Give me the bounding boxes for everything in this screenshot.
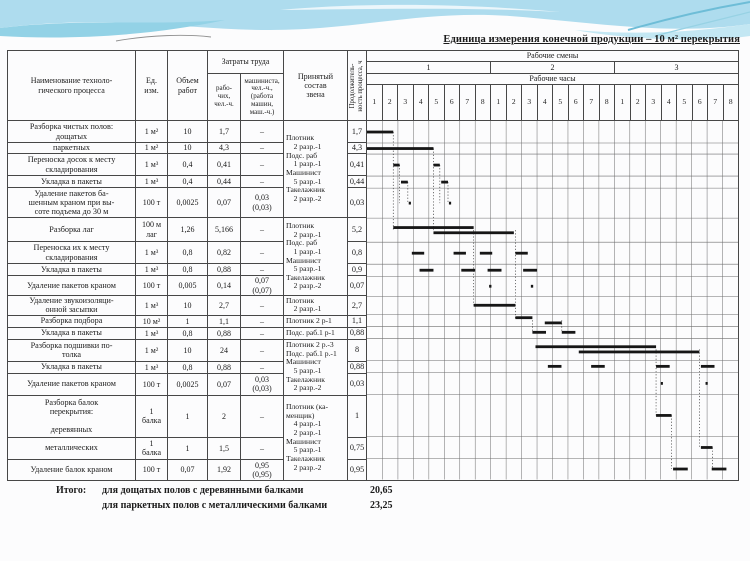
labor-machinist-cell: – [241, 121, 284, 143]
duration-cell: 8 [348, 339, 367, 361]
labor-workers-cell: 0,88 [208, 327, 241, 339]
gantt-bar [409, 202, 411, 205]
duration-cell: 4,3 [348, 143, 367, 154]
process-name: паркетных [8, 143, 136, 154]
crew-cell: Плотник 2 разр.-1 [284, 296, 348, 316]
duration-cell: 0,03 [348, 373, 367, 395]
gantt-bar [393, 164, 399, 167]
volume-cell: 1 [168, 315, 208, 327]
process-name: Удаление балок краном [8, 459, 136, 480]
labor-workers-cell: 4,3 [208, 143, 241, 154]
gantt-bar [701, 365, 715, 368]
unit-cell: 1 м³ [136, 327, 168, 339]
gantt-bar [412, 252, 424, 255]
duration-cell: 0,88 [348, 361, 367, 373]
gantt-bar [656, 365, 670, 368]
table-row [8, 121, 739, 143]
col-header-duration: Продолжитель- ность процесса, ч [348, 51, 367, 121]
work-schedule-table [7, 50, 739, 481]
labor-workers-cell: 24 [208, 339, 241, 361]
hour-header: 4 [537, 85, 553, 121]
col-header-labor: Затраты труда [208, 51, 284, 74]
process-name: Переноска их к месту складирования [8, 242, 136, 264]
hour-header: 3 [522, 85, 538, 121]
gantt-bar [393, 226, 473, 229]
gantt-bar [591, 365, 605, 368]
unit-cell: 10 м² [136, 315, 168, 327]
totals-value-1: 20,65 [370, 485, 393, 496]
labor-workers-cell: 1,92 [208, 459, 241, 480]
hour-header: 6 [444, 85, 460, 121]
process-name: металлических [8, 437, 136, 459]
gantt-bar [548, 365, 562, 368]
gantt-bar [545, 321, 562, 324]
unit-cell: 100 м лаг [136, 218, 168, 242]
gantt-bar [656, 414, 671, 417]
gantt-bar [579, 351, 700, 354]
gantt-bar [454, 252, 466, 255]
gantt-bar [562, 331, 576, 334]
unit-cell: 1 м² [136, 121, 168, 143]
volume-cell: 10 [168, 143, 208, 154]
process-name: Удаление пакетов краном [8, 276, 136, 296]
labor-workers-cell: 0,07 [208, 188, 241, 218]
duration-cell: 1,7 [348, 121, 367, 143]
gantt-bar [420, 269, 434, 272]
col-header-labor-workers: рабо- чих, чел.-ч. [208, 74, 241, 121]
duration-cell: 0,07 [348, 276, 367, 296]
labor-machinist-cell: – [241, 242, 284, 264]
labor-workers-cell: 0,82 [208, 242, 241, 264]
labor-machinist-cell: – [241, 143, 284, 154]
gantt-bar [706, 382, 708, 385]
process-name: Удаление звукоизоляци- онной засыпки [8, 296, 136, 316]
gantt-bar [367, 131, 393, 134]
hour-header: 5 [677, 85, 693, 121]
unit-cell: 1 м³ [136, 154, 168, 176]
volume-cell: 0,8 [168, 242, 208, 264]
gantt-chart [367, 121, 738, 480]
table-header-row [8, 51, 739, 62]
volume-cell: 0,8 [168, 327, 208, 339]
shift-header-1: 1 [367, 62, 491, 74]
hour-header: 6 [568, 85, 584, 121]
gantt-bar [433, 231, 513, 234]
unit-cell: 1 м³ [136, 176, 168, 188]
hour-header: 3 [398, 85, 414, 121]
totals-line-1: для дощатых полов с деревянными балками [102, 485, 304, 496]
volume-cell: 1 [168, 437, 208, 459]
hour-header: 2 [630, 85, 646, 121]
unit-cell: 1 м² [136, 143, 168, 154]
volume-cell: 0,4 [168, 154, 208, 176]
crew-cell: Плотник 2 разр.-1 Подс. раб 1 разр.-1 Машинист 5 разр.-1 Такелажник 2 разр.-2 [284, 218, 348, 296]
volume-cell: 0,8 [168, 264, 208, 276]
process-name: Разборка подбора [8, 315, 136, 327]
col-header-shifts: Рабочие смены [367, 51, 739, 62]
labor-machinist-cell: – [241, 327, 284, 339]
hour-header: 8 [475, 85, 491, 121]
unit-cell: 100 т [136, 276, 168, 296]
process-name: Удаление пакетов краном [8, 373, 136, 395]
col-header-process: Наименование техноло- гического процесса [8, 51, 136, 121]
gantt-bar [535, 345, 656, 348]
gantt-bar [489, 285, 491, 288]
gantt-bar [474, 304, 516, 307]
labor-workers-cell: 1,1 [208, 315, 241, 327]
gantt-bar [701, 446, 713, 449]
unit-cell: 1 м³ [136, 361, 168, 373]
hour-header: 1 [367, 85, 383, 121]
crew-cell: Плотник (ка- менщик) 4 разр.-1 2 разр.-1 Машинист 5 разр.-1 Такелажник 2 разр.-2 [284, 395, 348, 480]
duration-cell: 0,44 [348, 176, 367, 188]
duration-cell: 0,88 [348, 327, 367, 339]
duration-cell: 0,9 [348, 264, 367, 276]
unit-cell: 1 м³ [136, 296, 168, 316]
unit-cell: 100 т [136, 373, 168, 395]
duration-cell: 5,2 [348, 218, 367, 242]
shift-header-3: 3 [615, 62, 739, 74]
gantt-bar [367, 147, 433, 150]
totals-value-2: 23,25 [370, 500, 393, 511]
duration-cell: 0,03 [348, 188, 367, 218]
labor-machinist-cell: – [241, 361, 284, 373]
gantt-bar [480, 252, 492, 255]
gantt-bar [515, 252, 527, 255]
labor-machinist-cell: – [241, 218, 284, 242]
process-name: Разборка балок перекрытия: деревянных [8, 395, 136, 437]
volume-cell: 1 [168, 395, 208, 437]
process-name: Разборка подшивки по- толка [8, 339, 136, 361]
gantt-bar [523, 269, 537, 272]
unit-of-measure-caption: Единица измерения конечной продукции – 10 м² перекрытия [443, 34, 740, 45]
volume-cell: 0,0025 [168, 188, 208, 218]
labor-machinist-cell: 0,95 (0,95) [241, 459, 284, 480]
hour-header: 2 [506, 85, 522, 121]
labor-workers-cell: 0,07 [208, 373, 241, 395]
labor-machinist-cell: 0,07 (0,07) [241, 276, 284, 296]
duration-cell: 0,8 [348, 242, 367, 264]
gantt-bar [673, 468, 688, 471]
process-name: Укладка в пакеты [8, 264, 136, 276]
labor-workers-cell: 2,7 [208, 296, 241, 316]
hour-header: 6 [692, 85, 708, 121]
gantt-area [367, 121, 739, 481]
crew-cell: Плотник 2 р-1 [284, 315, 348, 327]
hour-header: 8 [599, 85, 615, 121]
crew-cell: Плотник 2 разр.-1 Подс. раб 1 разр.-1 Машинист 5 разр.-1 Такелажник 2 разр.-2 [284, 121, 348, 218]
hour-header: 4 [413, 85, 429, 121]
volume-cell: 10 [168, 296, 208, 316]
duration-cell: 1 [348, 395, 367, 437]
gantt-bar [401, 181, 408, 184]
unit-cell: 100 т [136, 459, 168, 480]
volume-cell: 0,07 [168, 459, 208, 480]
labor-workers-cell: 1,7 [208, 121, 241, 143]
unit-cell: 1 м³ [136, 264, 168, 276]
hour-header: 3 [646, 85, 662, 121]
labor-workers-cell: 0,41 [208, 154, 241, 176]
hour-header: 1 [491, 85, 507, 121]
labor-workers-cell: 0,88 [208, 361, 241, 373]
gantt-bar [449, 202, 451, 205]
labor-machinist-cell: – [241, 315, 284, 327]
volume-cell: 0,8 [168, 361, 208, 373]
col-header-hours: Рабочие часы [367, 74, 739, 85]
gantt-bar [532, 331, 546, 334]
shift-header-2: 2 [491, 62, 615, 74]
duration-cell: 0,75 [348, 437, 367, 459]
hour-header: 5 [429, 85, 445, 121]
labor-machinist-cell: – [241, 437, 284, 459]
process-name: Разборка чистых полов: дощатых [8, 121, 136, 143]
hour-header: 7 [460, 85, 476, 121]
labor-workers-cell: 2 [208, 395, 241, 437]
duration-cell: 1,1 [348, 315, 367, 327]
gantt-bar [661, 382, 663, 385]
labor-machinist-cell: – [241, 395, 284, 437]
unit-cell: 1 м² [136, 339, 168, 361]
labor-machinist-cell: – [241, 154, 284, 176]
col-header-labor-machinist: машиниста, чел.-ч., (работа машин, маш.-ч.) [241, 74, 284, 121]
gantt-bar [461, 269, 475, 272]
gantt-bar [531, 285, 533, 288]
totals-block [56, 483, 426, 513]
labor-machinist-cell: 0,03 (0,03) [241, 188, 284, 218]
labor-machinist-cell: – [241, 264, 284, 276]
gantt-bar [515, 316, 532, 319]
labor-workers-cell: 5,166 [208, 218, 241, 242]
duration-cell: 0,95 [348, 459, 367, 480]
totals-label: Итого: [56, 485, 87, 496]
gantt-bar [712, 468, 727, 471]
labor-workers-cell: 1,5 [208, 437, 241, 459]
totals-line-2: для паркетных полов с металлическими балками [102, 500, 328, 511]
volume-cell: 0,4 [168, 176, 208, 188]
volume-cell: 1,26 [168, 218, 208, 242]
process-name: Укладка в пакеты [8, 327, 136, 339]
unit-cell: 1 балка [136, 395, 168, 437]
process-name: Переноска досок к месту складирования [8, 154, 136, 176]
hour-header: 7 [584, 85, 600, 121]
gantt-bar [488, 269, 502, 272]
labor-machinist-cell: – [241, 296, 284, 316]
hour-header: 2 [382, 85, 398, 121]
unit-cell: 1 м³ [136, 242, 168, 264]
hour-header: 1 [615, 85, 631, 121]
duration-cell: 2,7 [348, 296, 367, 316]
col-header-unit: Ед. изм. [136, 51, 168, 121]
labor-workers-cell: 0,88 [208, 264, 241, 276]
hour-header: 8 [723, 85, 739, 121]
crew-cell: Подс. раб.1 р-1 [284, 327, 348, 339]
volume-cell: 0,0025 [168, 373, 208, 395]
unit-cell: 1 балка [136, 437, 168, 459]
hour-header: 4 [661, 85, 677, 121]
process-name: Разборка лаг [8, 218, 136, 242]
unit-cell: 100 т [136, 188, 168, 218]
labor-machinist-cell: – [241, 176, 284, 188]
duration-cell: 0,41 [348, 154, 367, 176]
volume-cell: 0,005 [168, 276, 208, 296]
process-name: Укладка в пакеты [8, 361, 136, 373]
gantt-bar [441, 181, 448, 184]
labor-machinist-cell: – [241, 339, 284, 361]
gantt-bar [433, 164, 439, 167]
schedule-sheet [7, 50, 739, 481]
labor-workers-cell: 0,44 [208, 176, 241, 188]
labor-workers-cell: 0,14 [208, 276, 241, 296]
volume-cell: 10 [168, 121, 208, 143]
volume-cell: 10 [168, 339, 208, 361]
hour-header: 7 [708, 85, 724, 121]
labor-machinist-cell: 0,03 (0,03) [241, 373, 284, 395]
hour-header: 5 [553, 85, 569, 121]
col-header-volume: Объем работ [168, 51, 208, 121]
crew-cell: Плотник 2 р.-3 Подс. раб.1 р.-1 Машинист 5 разр.-1 Такелажник 2 разр.-2 [284, 339, 348, 395]
process-name: Укладка в пакеты [8, 176, 136, 188]
col-header-crew: Принятый состав звена [284, 51, 348, 121]
process-name: Удаление пакетов ба- шенным краном при вы- соте подъема до 30 м [8, 188, 136, 218]
